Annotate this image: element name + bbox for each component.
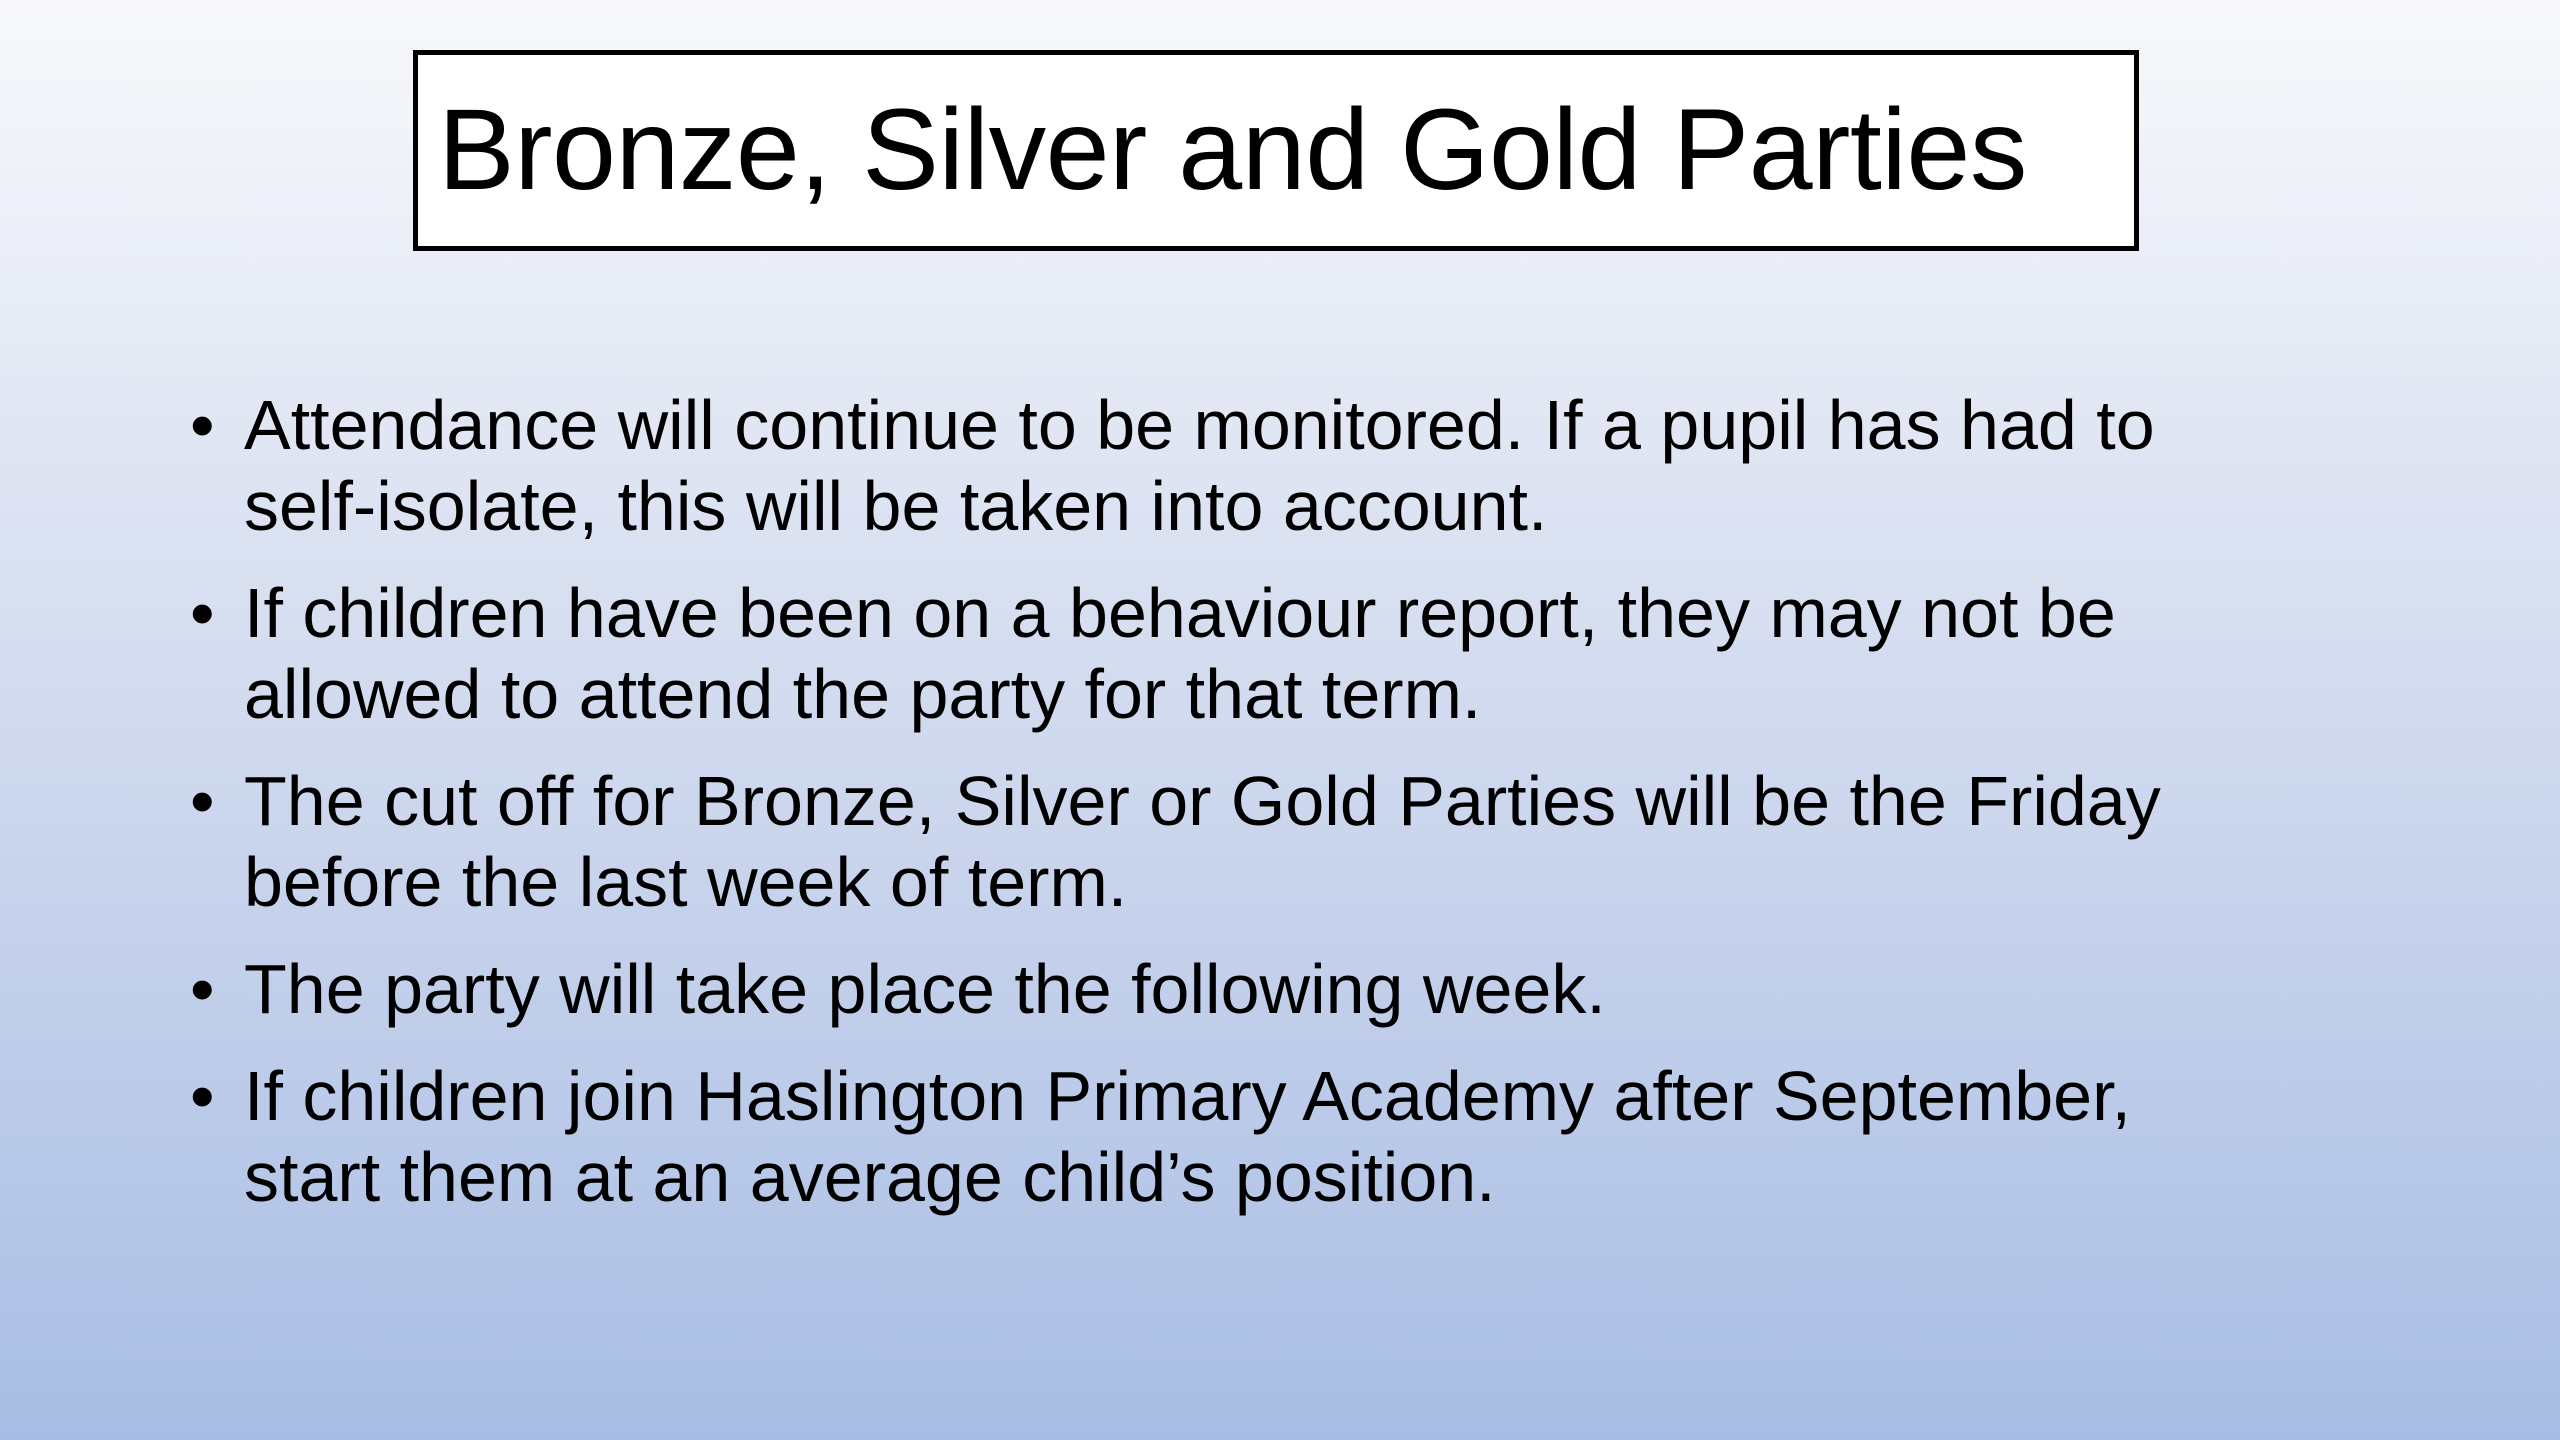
bullet-icon: • <box>190 1057 215 1135</box>
bullet-item-cut-off <box>190 761 2390 923</box>
bullet-line: Attendance will continue to be monitored. If a pupil has had to <box>244 386 2155 464</box>
bullet-icon: • <box>190 386 215 464</box>
bullet-list <box>190 385 2390 1244</box>
bullet-item-party-week <box>190 949 2390 1030</box>
bullet-line: If children join Haslington Primary Academy after September, <box>244 1057 2131 1135</box>
bullet-line: The cut off for Bronze, Silver or Gold Parties will be the Friday <box>244 762 2161 840</box>
bullet-item-behaviour <box>190 573 2390 735</box>
bullet-line: start them at an average child’s position. <box>244 1138 1496 1216</box>
bullet-line: before the last week of term. <box>244 843 1128 921</box>
bullet-icon: • <box>190 574 215 652</box>
bullet-line: If children have been on a behaviour report, they may not be <box>244 574 2116 652</box>
slide-title: Bronze, Silver and Gold Parties <box>438 86 2027 214</box>
bullet-item-new-joiners <box>190 1056 2390 1218</box>
bullet-line: allowed to attend the party for that term. <box>244 655 1482 733</box>
bullet-icon: • <box>190 762 215 840</box>
title-box <box>413 50 2139 251</box>
bullet-icon: • <box>190 950 215 1028</box>
bullet-line: self-isolate, this will be taken into account. <box>244 467 1548 545</box>
bullet-item-attendance <box>190 385 2390 547</box>
bullet-line: The party will take place the following week. <box>244 950 1606 1028</box>
